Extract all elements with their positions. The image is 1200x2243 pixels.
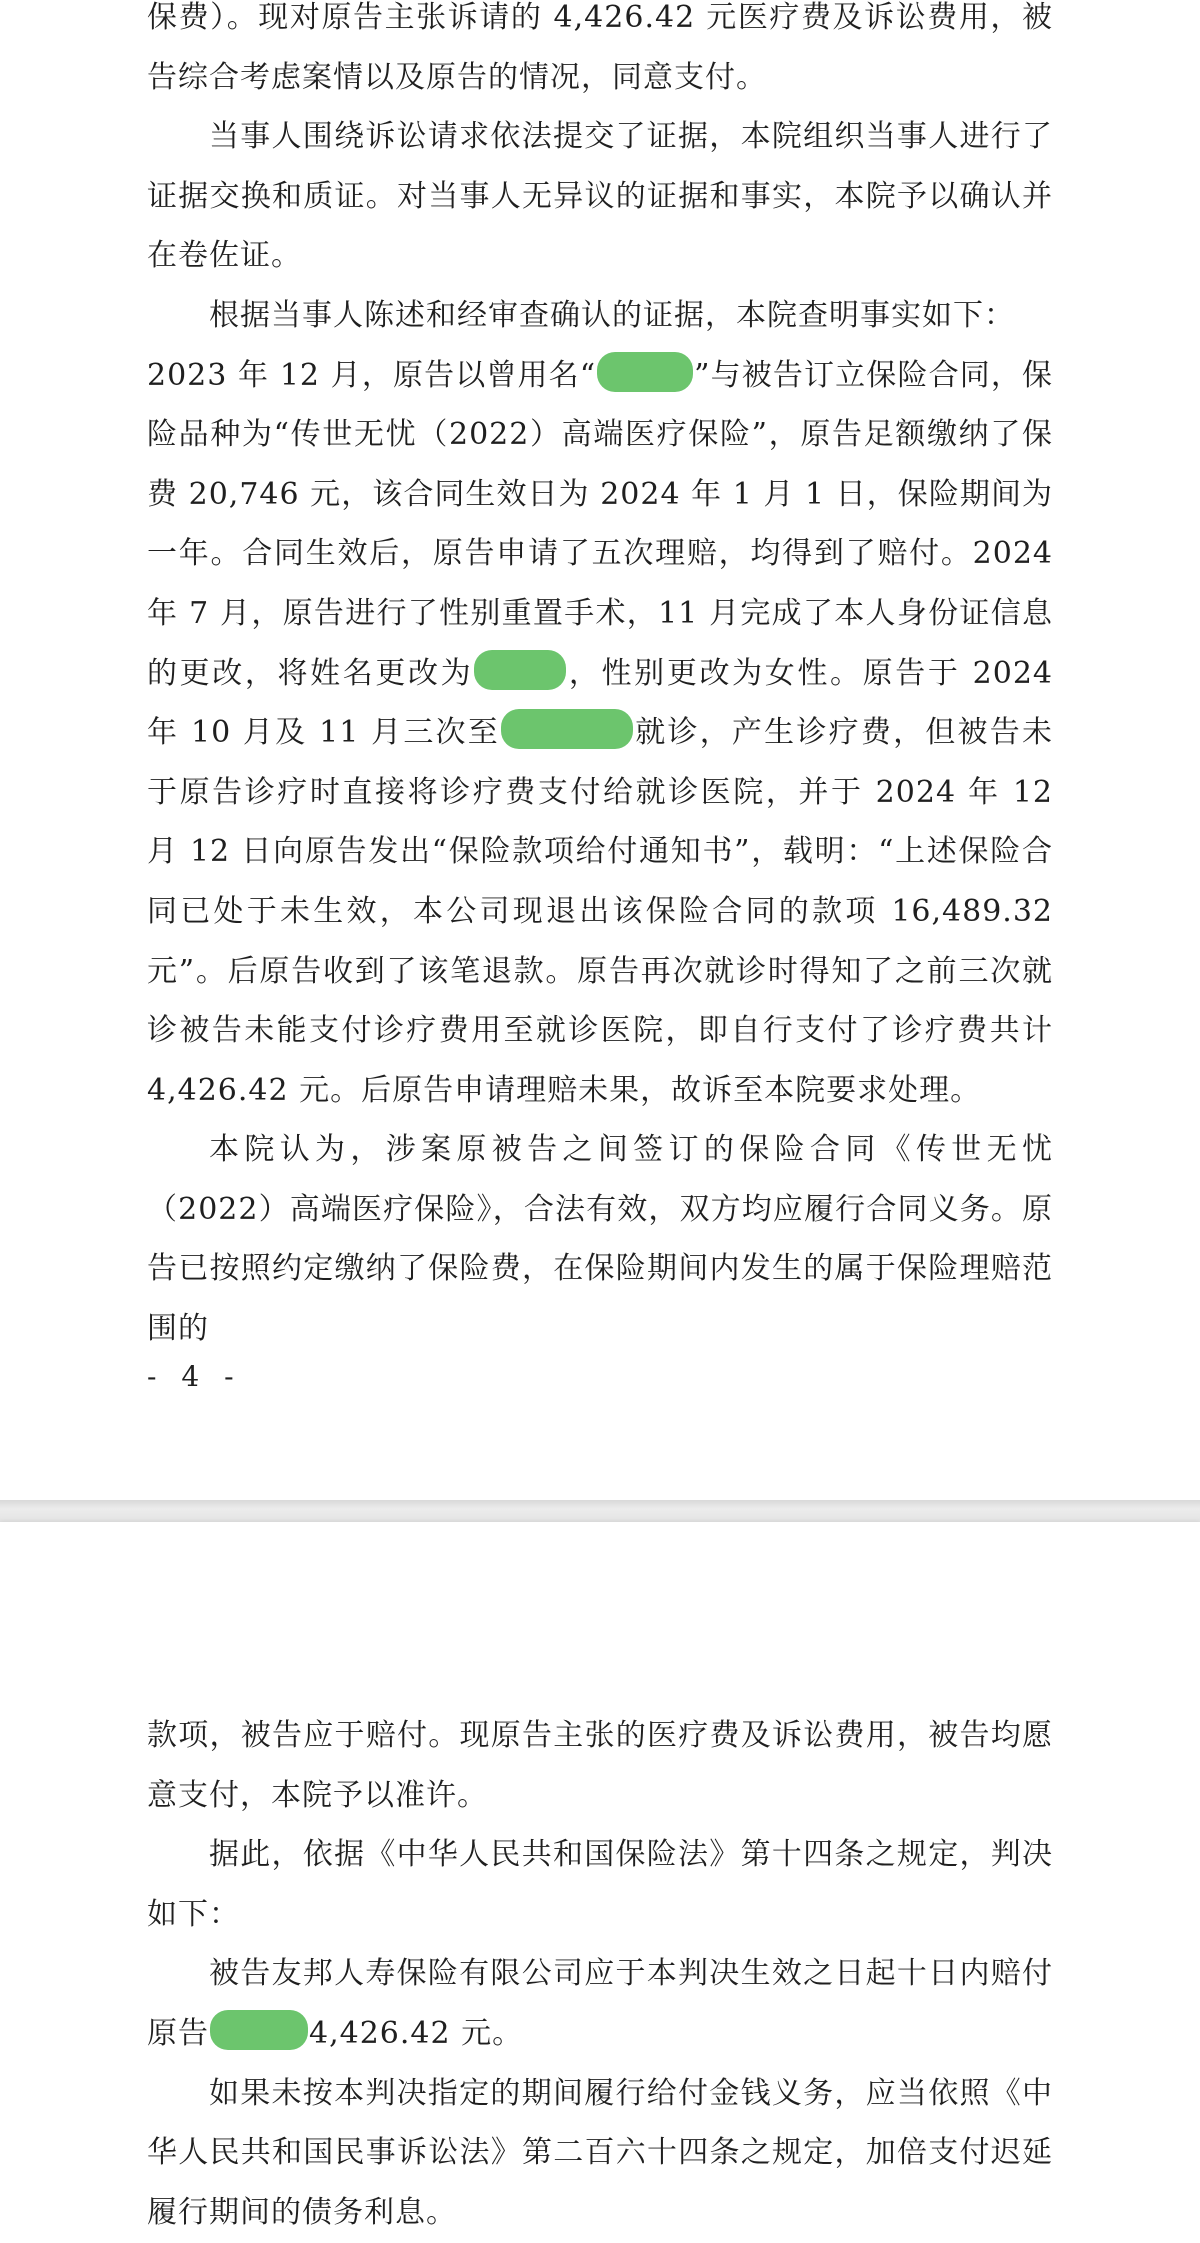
- paragraph-text: 被告友邦人寿保险有限公司应于本判决生效之日起十日内赔付原告: [147, 1956, 1053, 2051]
- page-4-body-text: [147, 0, 1053, 1359]
- paragraph: [147, 1706, 1053, 1825]
- paragraph-text: 款项，被告应于赔付。现原告主张的医疗费及诉讼费用，被告均愿意支付，本院予以准许。: [147, 1718, 1053, 1813]
- paragraph-text: 保费）。现对原告主张诉请的 4,426.42 元医疗费及诉讼费用，被告综合考虑案情以及原告的情况，同意支付。: [147, 0, 1053, 95]
- paragraph: [147, 107, 1053, 286]
- paragraph: [147, 346, 1053, 1121]
- document-page-5: [0, 1522, 1200, 2243]
- redaction-mark: [597, 352, 693, 392]
- redaction-mark: [501, 709, 633, 749]
- paragraph-text: ”与被告订立保险合同，保险品种为“传世无忧（2022）高端医疗保险”，原告足额缴纳了保费 20,746 元，该合同生效日为 2024 年 1 月 1 日，保险期间为一年。合同生效后，原告申请了五次理赔，均得到了赔付。2024 年 7 月，原告进行了性别重置手术，11 月完成了本人身份证信息的更改，将姓名更改为: [147, 357, 1054, 691]
- paragraph-text: 当事人围绕诉讼请求依法提交了证据，本院组织当事人进行了证据交换和质证。对当事人无异议的证据和事实，本院予以确认并在卷佐证。: [147, 119, 1053, 274]
- paragraph: [147, 0, 1053, 107]
- paragraph: [147, 286, 1053, 346]
- paragraph-text: 据此，依据《中华人民共和国保险法》第十四条之规定，判决如下：: [147, 1837, 1053, 1932]
- redaction-mark: [210, 2010, 308, 2050]
- paragraph-text: 如果未按本判决指定的期间履行给付金钱义务，应当依照《中华人民共和国民事诉讼法》第二百六十四条之规定，加倍支付迟延履行期间的债务利息。: [147, 2075, 1053, 2230]
- paragraph: [147, 1825, 1053, 1944]
- paragraph-text: 就诊，产生诊疗费，但被告未于原告诊疗时直接将诊疗费支付给就诊医院，并于 2024 年 12 月 12 日向原告发出“保险款项给付通知书”，载明：“上述保险合同已处于未生效，本公司现退出该保险合同的款项 16,489.32 元”。后原告收到了该笔退款。原告再次就诊时得知了之前三次就诊被告未能支付诊疗费用至就诊医院，即自行支付了诊疗费共计 4,426.42 元。后原告申请理赔未果，故诉至本院要求处理。: [147, 715, 1053, 1108]
- paragraph-text: 本院认为，涉案原被告之间签订的保险合同《传世无忧（2022）高端医疗保险》，合法有效，双方均应履行合同义务。原告已按照约定缴纳了保险费，在保险期间内发生的属于保险理赔范围的: [147, 1132, 1053, 1347]
- paragraph-text: 4,426.42 元。: [309, 2015, 524, 2051]
- paragraph: [147, 1120, 1053, 1358]
- paragraph: [147, 1944, 1053, 2063]
- page-5-body-text: [147, 1706, 1053, 2242]
- paragraph-text: 2023 年 12 月，原告以曾用名“: [147, 357, 597, 393]
- paragraph-text: ，性别更改为女性。原告于 2024 年 10 月及 11 月三次至: [147, 655, 1053, 751]
- paragraph: [147, 2064, 1053, 2243]
- page-number: - 4 -: [147, 1360, 242, 1393]
- redaction-mark: [474, 650, 566, 690]
- page-separator: [0, 1500, 1200, 1522]
- paragraph-text: 根据当事人陈述和经审查确认的证据，本院查明事实如下：: [209, 297, 1015, 333]
